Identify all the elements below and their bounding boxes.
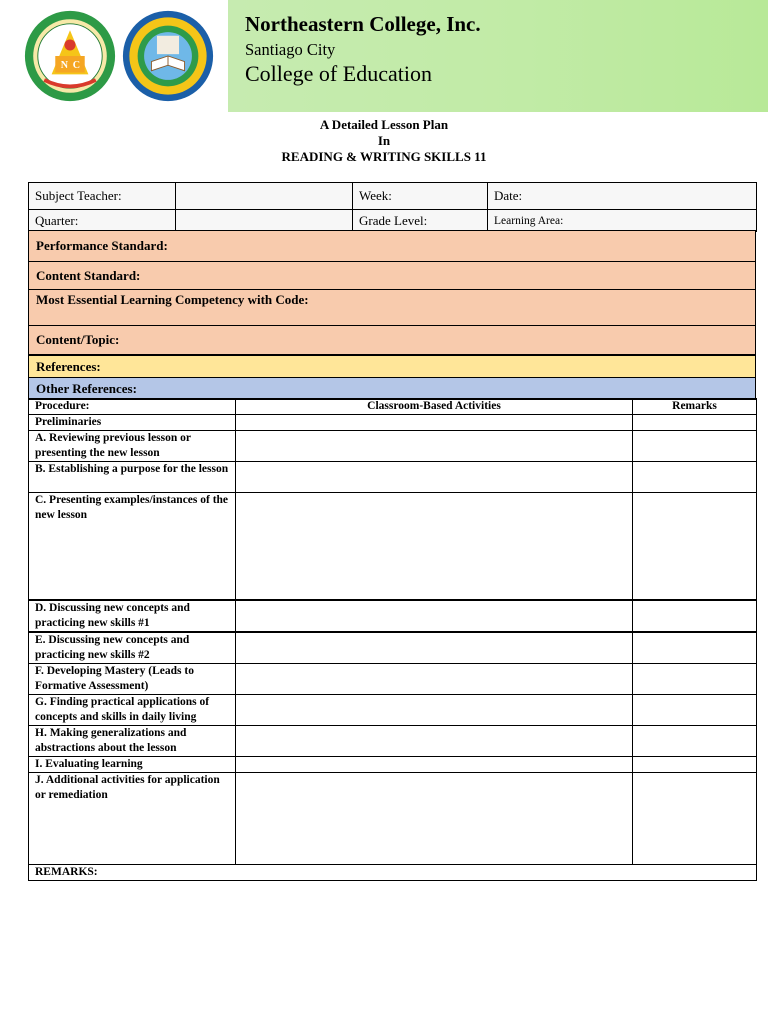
title-line-2: In (377, 133, 391, 148)
quarter-field[interactable] (176, 210, 353, 232)
step-b-label: B. Establishing a purpose for the lesson (29, 462, 236, 493)
remarks-cell[interactable] (633, 462, 757, 493)
remarks-cell[interactable] (633, 415, 757, 431)
activity-cell[interactable] (236, 757, 633, 773)
svg-text:C: C (72, 59, 81, 71)
activity-cell[interactable] (236, 493, 633, 601)
grade-level-label: Grade Level: (353, 210, 488, 232)
step-j-label: J. Additional activities for application or remediation (29, 773, 236, 865)
step-a-label: A. Reviewing previous lesson or presenting the new lesson (29, 431, 236, 462)
activity-cell[interactable] (236, 664, 633, 695)
other-references[interactable]: Other References: (29, 378, 756, 400)
activity-cell[interactable] (236, 415, 633, 431)
remarks-footer[interactable]: REMARKS: (29, 865, 757, 881)
performance-standard[interactable]: Performance Standard: (29, 231, 756, 262)
svg-text:N: N (60, 59, 69, 71)
quarter-label: Quarter: (29, 210, 176, 232)
activity-cell[interactable] (236, 431, 633, 462)
northeastern-seal-icon (24, 10, 116, 102)
activity-cell[interactable] (236, 773, 633, 865)
title-line-3: READING & WRITING SKILLS 11 (281, 149, 487, 164)
step-g-label: G. Finding practical applications of concepts and skills in daily living (29, 695, 236, 726)
learning-competency[interactable]: Most Essential Learning Competency with Code: (29, 290, 756, 326)
preliminaries-label: Preliminaries (29, 415, 236, 431)
activities-header: Classroom-Based Activities (236, 399, 633, 415)
education-seal-icon (122, 10, 214, 102)
activity-cell[interactable] (236, 632, 633, 664)
remarks-cell[interactable] (633, 726, 757, 757)
institution-city: Santiago City (245, 40, 336, 59)
institution-name: Northeastern College, Inc. (245, 12, 481, 36)
remarks-cell[interactable] (633, 632, 757, 664)
step-d-label: D. Discussing new concepts and practicing new skills #1 (29, 600, 236, 632)
content-topic[interactable]: Content/Topic: (29, 326, 756, 356)
procedure-header: Procedure: (29, 399, 236, 415)
lesson-info-table (28, 182, 757, 232)
subject-teacher-label: Subject Teacher: (29, 183, 176, 210)
step-h-label: H. Making generalizations and abstractions about the lesson (29, 726, 236, 757)
remarks-cell[interactable] (633, 600, 757, 632)
step-f-label: F. Developing Mastery (Leads to Formative Assessment) (29, 664, 236, 695)
northeastern-college-logo (24, 10, 116, 102)
remarks-cell[interactable] (633, 695, 757, 726)
procedure-table (28, 398, 757, 881)
references[interactable]: References: (29, 355, 756, 378)
college-of-education-logo (122, 10, 214, 102)
week-label: Week: (353, 183, 488, 210)
remarks-cell[interactable] (633, 664, 757, 695)
standards-table (28, 230, 756, 400)
step-i-label: I. Evaluating learning (29, 757, 236, 773)
learning-area-field[interactable]: Learning Area: (488, 210, 757, 232)
activity-cell[interactable] (236, 695, 633, 726)
document-title (0, 117, 768, 165)
content-standard[interactable]: Content Standard: (29, 262, 756, 290)
remarks-header: Remarks (633, 399, 757, 415)
activity-cell[interactable] (236, 600, 633, 632)
remarks-cell[interactable] (633, 493, 757, 601)
step-e-label: E. Discussing new concepts and practicing new skills #2 (29, 632, 236, 664)
date-field[interactable]: Date: (488, 183, 757, 210)
remarks-cell[interactable] (633, 757, 757, 773)
title-line-1: A Detailed Lesson Plan (319, 117, 449, 132)
activity-cell[interactable] (236, 462, 633, 493)
step-c-label: C. Presenting examples/instances of the new lesson (29, 493, 236, 601)
activity-cell[interactable] (236, 726, 633, 757)
subject-teacher-field[interactable] (176, 183, 353, 210)
college-name: College of Education (245, 61, 432, 86)
header-banner (228, 0, 768, 112)
remarks-cell[interactable] (633, 431, 757, 462)
remarks-cell[interactable] (633, 773, 757, 865)
